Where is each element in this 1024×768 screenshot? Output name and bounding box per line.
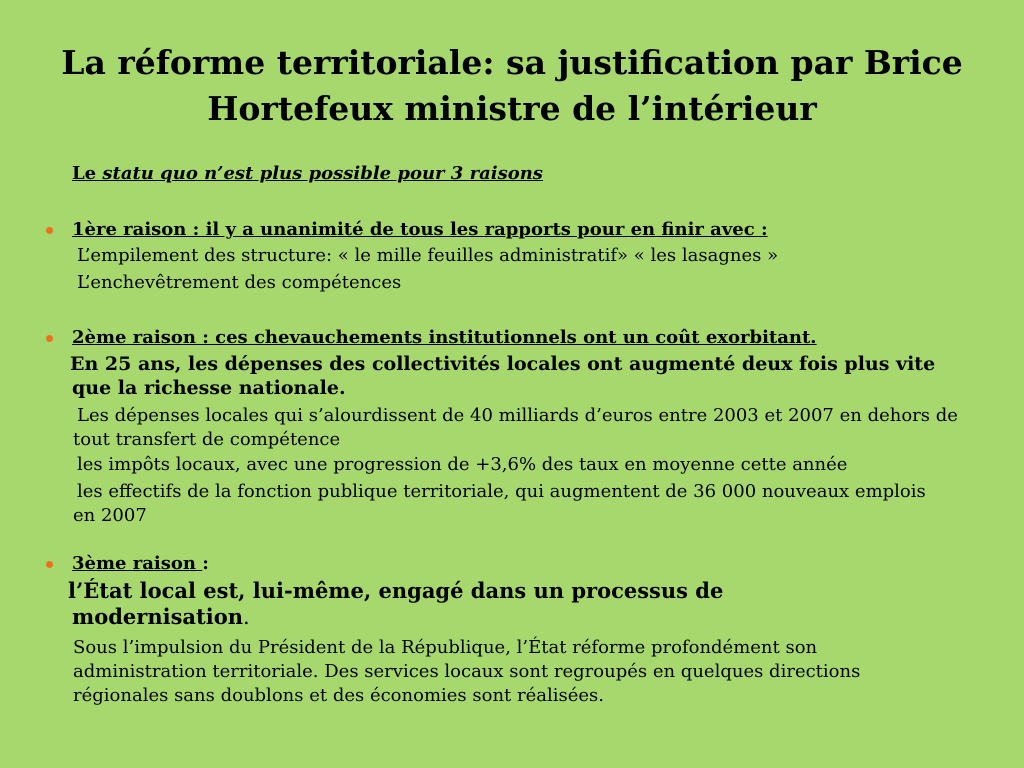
section2-para-3: les effectifs de la fonction publique territoriale, qui augmentent de 36 000 nouveaux emplois en 2007 — [73, 481, 926, 526]
section2-para-2: les impôts locaux, avec une progression de +3,6% des taux en moyenne cette année — [77, 454, 848, 475]
section1-line-1: L’empilement des structure: « le mille feuilles administratif» « les lasagnes » — [77, 245, 779, 266]
section3-para: Sous l’impulsion du Président de la République, l’État réforme profondément son administration territoriale. Des services locaux sont regroupés en quelques directions régionales sans doublons et des économies sont réalisées. — [73, 637, 861, 706]
section2-bold-text: En 25 ans, les dépenses des collectivités locales ont augmenté deux fois plus vite que la richesse nationale. — [70, 353, 936, 399]
slide-title: La réforme territoriale: sa justification par Brice Hortefeux ministre de l’intérieur — [61, 43, 963, 128]
intro-line — [72, 162, 543, 186]
bullet-dot-icon — [46, 561, 53, 568]
bullet-heading-3-wrap — [72, 552, 209, 576]
section1-line-2: L’enchevêtrement des compétences — [77, 272, 402, 293]
section3-bold-suffix: . — [242, 605, 250, 629]
bullet-heading-3: 3ème raison — [72, 553, 203, 574]
section3-bold-text: l’État local est, lui-même, engagé dans un processus de modernisation — [68, 578, 724, 629]
bullet-heading-1: 1ère raison : il y a unanimité de tous les rapports pour en finir avec : — [72, 219, 768, 240]
intro-prefix: Le — [72, 163, 103, 184]
bullet-heading-3-suffix: : — [202, 553, 209, 574]
intro-italic: statu quo n’est plus possible pour 3 raisons — [102, 163, 543, 184]
section3-bold-text-wrap — [68, 578, 832, 630]
bullet-heading-2: 2ème raison : ces chevauchements institutionnels ont un coût exorbitant. — [72, 327, 817, 348]
bullet-dot-icon — [46, 335, 53, 342]
section2-para-1: Les dépenses locales qui s’alourdissent de 40 milliards d’euros entre 2003 et 2007 en dehors de tout transfert de compétence — [73, 405, 958, 450]
bullet-dot-icon — [46, 227, 53, 234]
